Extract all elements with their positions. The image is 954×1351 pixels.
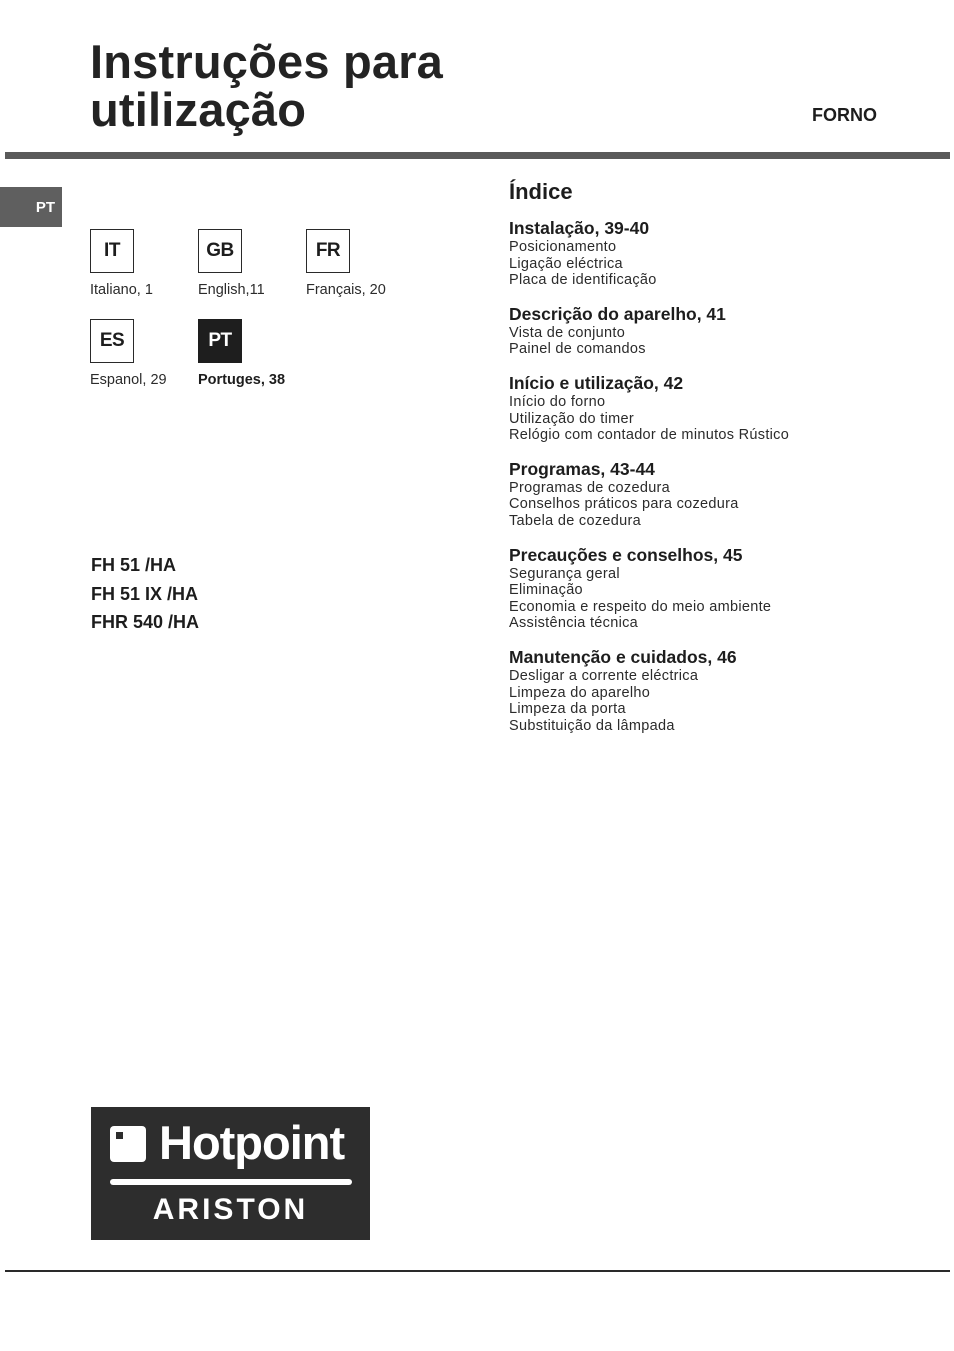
- section-item: Assistência técnica: [509, 615, 639, 632]
- section-heading: Início e utilização, 42: [509, 372, 684, 393]
- section-item: Eliminação: [509, 582, 583, 599]
- title-line-2: utilização: [90, 83, 307, 136]
- section-item: Conselhos práticos para cozedura: [509, 496, 739, 513]
- language-label: English,11: [198, 282, 265, 298]
- section-item: Limpeza da porta: [509, 701, 626, 718]
- model-name: FH 51 IX /HA: [91, 583, 199, 604]
- index-title: Índice: [509, 179, 573, 204]
- language-label: Français, 20: [306, 282, 386, 298]
- section-item: Vista de conjunto: [509, 324, 626, 341]
- model-name: FH 51 /HA: [91, 555, 177, 575]
- section-item: Relógio com contador de minutos Rústico: [509, 427, 790, 444]
- language-label: Italiano, 1: [90, 282, 153, 298]
- language-pt: [198, 319, 285, 388]
- index-section: [509, 217, 929, 289]
- table-of-contents: [509, 179, 929, 748]
- language-it: [90, 229, 153, 298]
- index-section: [509, 458, 929, 530]
- language-code-box: IT: [90, 229, 134, 273]
- logo-divider: [110, 1179, 352, 1185]
- footer-divider: [5, 1270, 950, 1272]
- language-gb: [198, 229, 265, 298]
- section-item: Limpeza do aparelho: [509, 684, 651, 701]
- section-heading: Manutenção e cuidados, 46: [509, 646, 737, 667]
- index-section: [509, 544, 929, 632]
- section-item: Painel de comandos: [509, 341, 646, 358]
- language-code-box: PT: [198, 319, 242, 363]
- section-item: Utilização do timer: [509, 410, 634, 427]
- language-side-tab: PT: [0, 187, 62, 227]
- section-heading: Precauções e conselhos, 45: [509, 544, 743, 565]
- language-es: [90, 319, 167, 388]
- index-section: [509, 646, 929, 734]
- section-item: Economia e respeito do meio ambiente: [509, 598, 772, 615]
- product-type: FORNO: [812, 105, 877, 125]
- hotpoint-ariston-logo: [91, 1107, 370, 1240]
- index-section: [509, 372, 929, 444]
- page-title: [90, 35, 444, 136]
- model-list: [91, 551, 199, 637]
- logo-brand-ariston: ARISTON: [152, 1193, 309, 1226]
- logo-brand-hotpoint: Hotpoint: [159, 1116, 345, 1169]
- index-section: [509, 303, 929, 358]
- model-name: FHR 540 /HA: [91, 612, 200, 632]
- language-code-box: FR: [306, 229, 350, 273]
- section-item: Substituição da lâmpada: [509, 717, 675, 734]
- language-label: Portuges, 38: [198, 372, 286, 388]
- language-label: Espanol, 29: [90, 372, 167, 388]
- language-code-box: ES: [90, 319, 134, 363]
- section-item: Tabela de cozedura: [509, 512, 641, 529]
- section-item: Programas de cozedura: [509, 479, 671, 496]
- section-heading: Programas, 43-44: [509, 458, 655, 479]
- section-item: Desligar a corrente eléctrica: [509, 667, 699, 684]
- section-item: Segurança geral: [509, 565, 620, 582]
- section-item: Posicionamento: [509, 239, 617, 255]
- title-line-1: Instruções para: [90, 35, 444, 88]
- section-item: Início do forno: [509, 393, 606, 410]
- section-heading: Instalação, 39-40: [509, 218, 650, 238]
- section-heading: Descrição do aparelho, 41: [509, 303, 726, 324]
- language-code-box: GB: [198, 229, 242, 273]
- language-fr: [306, 229, 386, 298]
- logo-mark-icon: [110, 1126, 146, 1162]
- header-divider: [5, 152, 950, 159]
- section-item: Ligação eléctrica: [509, 255, 623, 272]
- section-item: Placa de identificação: [509, 272, 657, 289]
